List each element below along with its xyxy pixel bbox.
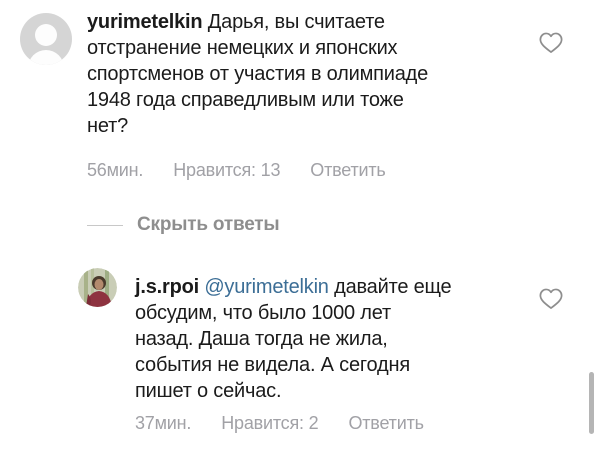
like-button[interactable] (538, 286, 564, 310)
comment-text-line: нет? (87, 115, 128, 137)
comment-text-line (87, 9, 428, 35)
scrollbar-thumb[interactable] (589, 372, 594, 434)
user-photo (78, 268, 117, 307)
username-link[interactable]: j.s.rpoi (135, 276, 199, 298)
default-person-icon (28, 50, 64, 65)
default-person-icon (35, 24, 57, 46)
avatar[interactable] (78, 268, 117, 307)
likes-count-link[interactable]: Нравится: 2 (221, 413, 319, 433)
comment-text-line (135, 274, 451, 300)
comment (135, 274, 451, 404)
comment-text-line: 1948 года справедливым или тоже (87, 89, 404, 111)
heart-outline-icon (538, 30, 564, 54)
reply-button[interactable]: Ответить (348, 413, 424, 433)
comment-text-line: пишет о сейчас. (135, 380, 282, 402)
comment-meta-row (87, 159, 386, 181)
comment-text-line: назад. Даша тогда не жила, (135, 328, 388, 350)
likes-count-link[interactable]: Нравится: 13 (173, 160, 281, 180)
comment-meta-row (135, 412, 424, 434)
like-button[interactable] (538, 30, 564, 54)
username-link[interactable]: yurimetelkin (87, 11, 203, 33)
comment-text-line: отстранение немецких и японских (87, 37, 398, 59)
comment-text: давайте еще (334, 276, 452, 298)
reply-button[interactable]: Ответить (310, 160, 386, 180)
avatar[interactable] (20, 13, 72, 65)
comment (87, 9, 428, 139)
divider-line (87, 225, 123, 226)
mention-link[interactable]: @yurimetelkin (204, 276, 329, 298)
hide-replies-button[interactable] (87, 214, 279, 236)
comment-text: Дарья, вы считаете (207, 11, 385, 33)
timestamp: 56мин. (87, 160, 144, 180)
timestamp: 37мин. (135, 413, 192, 433)
comment-text-line: обсудим, что было 1000 лет (135, 302, 391, 324)
hide-replies-label: Скрыть ответы (137, 214, 280, 235)
comment-text-line: спортсменов от участия в олимпиаде (87, 63, 429, 85)
heart-outline-icon (538, 286, 564, 310)
comment-text-line: события не видела. А сегодня (135, 354, 410, 376)
